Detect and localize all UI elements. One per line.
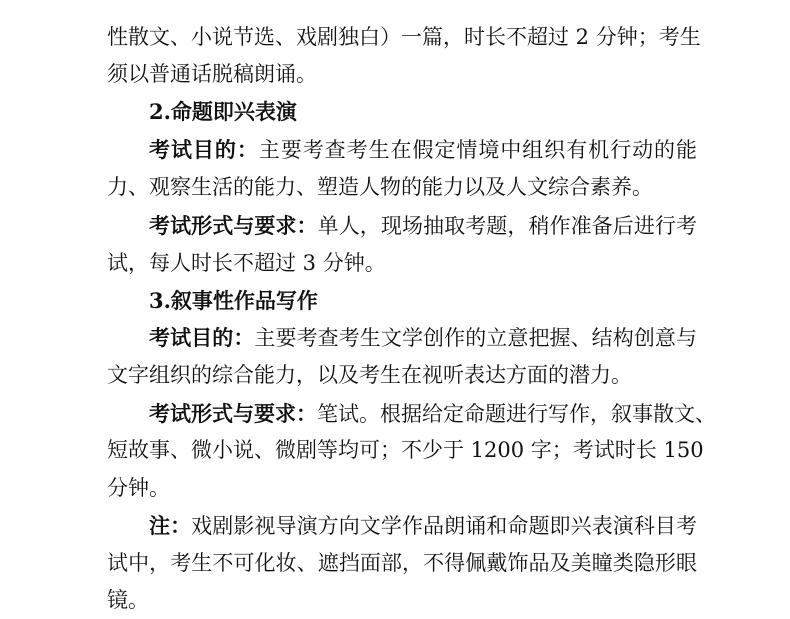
- line-text: 镜。: [107, 588, 149, 612]
- text-line: [107, 56, 317, 93]
- line-text: 文字组织的综合能力，以及考生在视听表达方面的潜力。: [107, 363, 632, 387]
- line-text: 主要考查考生文学创作的立意把握、结构创意与: [254, 326, 698, 350]
- line-text: 性散文、小说节选、戏剧独白）一篇，时长不超过 2 分钟；考生: [107, 25, 701, 49]
- text-line: [107, 357, 632, 394]
- section-heading: [149, 282, 790, 319]
- paragraph-line: [149, 207, 697, 244]
- text-line: [107, 19, 701, 56]
- heading-text: 3.叙事性作品写作: [149, 288, 318, 313]
- section-heading: [149, 93, 790, 130]
- paragraph-line: [149, 507, 697, 544]
- paragraph-line: [149, 319, 697, 356]
- term-label: 考试目的：: [149, 325, 255, 350]
- text-line: [107, 169, 653, 206]
- text-line: [107, 582, 149, 619]
- term-label: 注：: [149, 513, 192, 538]
- paragraph-line: [149, 131, 697, 168]
- term-label: 考试形式与要求：: [149, 401, 317, 426]
- line-text: 笔试。根据给定命题进行写作，叙事散文、: [317, 402, 716, 426]
- paragraph-line: [149, 395, 716, 432]
- term-label: 考试形式与要求：: [149, 213, 318, 238]
- line-text: 主要考查考生在假定情境中组织有机行动的能: [258, 138, 698, 162]
- line-text: 试，每人时长不超过 3 分钟。: [107, 251, 386, 275]
- line-text: 单人，现场抽取考题，稍作准备后进行考: [317, 214, 697, 238]
- line-text: 须以普通话脱稿朗诵。: [107, 62, 317, 86]
- line-text: 分钟。: [107, 476, 170, 500]
- heading-text: 2.命题即兴表演: [149, 99, 297, 124]
- line-text: 戏剧影视导演方向文学作品朗诵和命题即兴表演科目考: [191, 514, 698, 538]
- text-line: [107, 432, 704, 469]
- term-label: 考试目的：: [149, 137, 259, 162]
- line-text: 短故事、微小说、微剧等均可；不少于 1200 字；考试时长 150: [107, 438, 704, 462]
- text-line: [107, 245, 386, 282]
- line-text: 试中，考生不可化妆、遮挡面部，不得佩戴饰品及美瞳类隐形眼: [107, 551, 697, 575]
- text-line: [107, 470, 170, 507]
- text-line: [107, 545, 697, 582]
- line-text: 力、观察生活的能力、塑造人物的能力以及人文综合素养。: [107, 175, 653, 199]
